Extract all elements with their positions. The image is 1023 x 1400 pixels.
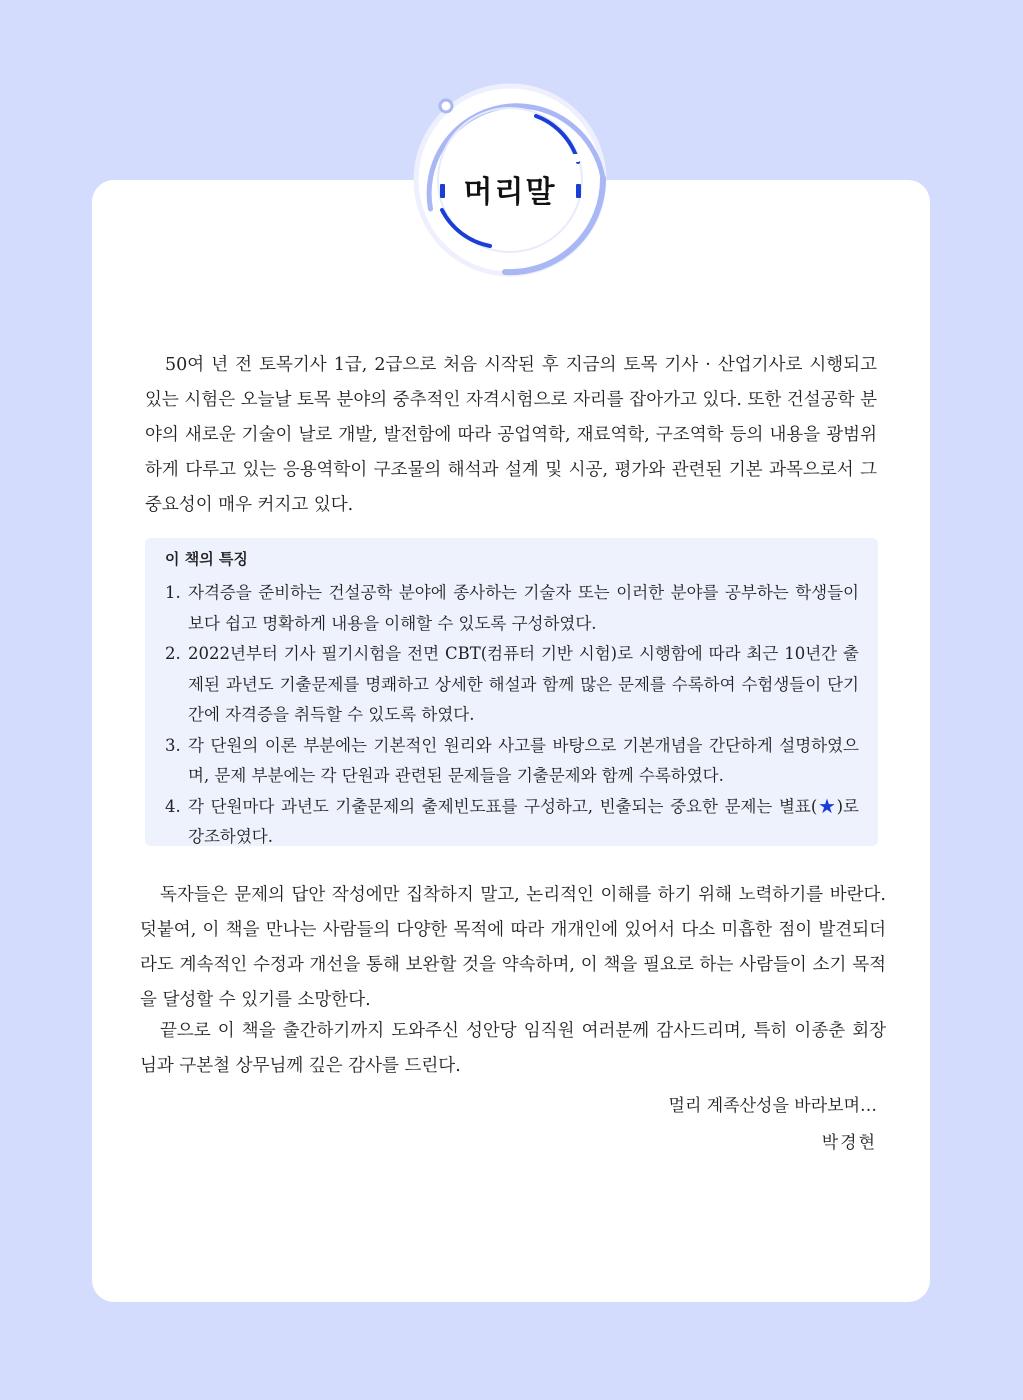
feature-item-4 [165,792,859,853]
closing-paragraph-2: 끝으로 이 책을 출간하기까지 도와주신 성안당 임직원 여러분께 감사드리며, 특히 이종춘 회장님과 구본철 상무님께 깊은 감사를 드린다. [140,1021,886,1076]
feature-number: 4. [165,796,181,816]
feature-text-before: 각 단원마다 과년도 기출문제의 출제빈도표를 구성하고, 빈출되는 중요한 문제는 별표( [188,796,818,816]
intro-paragraph: 50여 년 전 토목기사 1급, 2급으로 처음 시작된 후 지금의 토목 기사 · 산업기사로 시행되고 있는 시험은 오늘날 토목 분야의 중추적인 자격시험으로 자리를 잡아가고 있다. 또한 건설공학 분야의 새로운 기술이 날로 개발, 발전함에 따라 공업역학, 재료역학, 구조역학 등의 내용을 광범위하게 다루고 있는 응용역학이 구조물의 해석과 설계 및 시공, 평가와 관련된 기본 과목으로서 그 중요성이 매우 커지고 있다. [145,355,877,515]
feature-item-3 [165,731,859,792]
feature-item-2 [165,639,859,731]
star-icon: ★ [817,796,837,816]
author-name: 박경현 [821,1133,877,1153]
closing-paragraph-1: 독자들은 문제의 답안 작성에만 집착하지 말고, 논리적인 이해를 하기 위해 노력하기를 바란다. 덧붙여, 이 책을 만나는 사람들의 다양한 목적에 따라 개개인에 있어서 다소 미흡한 점이 발견되더라도 계속적인 수정과 개선을 통해 보완할 것을 약속하며, 이 책을 필요로 하는 사람들이 소기 목적을 달성할 수 있기를 소망한다. [140,885,886,1010]
features-list [165,578,859,853]
title-emblem [410,80,610,280]
feature-number: 1. [165,583,181,602]
feature-text: 각 단원의 이론 부분에는 기본적인 원리와 사고를 바탕으로 기본개념을 간단하게 설명하였으며, 문제 부분에는 각 단원과 관련된 문제들을 기출문제와 함께 수록하였다. [188,735,859,785]
feature-text: 자격증을 준비하는 건설공학 분야에 종사하는 기술자 또는 이러한 분야를 공부하는 학생들이 보다 쉽고 명확하게 내용을 이해할 수 있도록 구성하였다. [188,583,859,633]
feature-number: 2. [165,644,181,663]
page-title: 머리말 [463,175,557,210]
features-box [145,538,878,846]
feature-number: 3. [165,735,181,755]
feature-text: 2022년부터 기사 필기시험을 전면 CBT(컴퓨터 기반 시험)로 시행함에 따라 최근 10년간 출제된 과년도 기출문제를 명쾌하고 상세한 해설과 함께 많은 문제를 수록하여 수험생들이 단기간에 자격증을 취득할 수 있도록 하였다. [188,644,859,724]
feature-item-1 [165,578,859,639]
features-title: 이 책의 특징 [165,550,248,568]
feature-text-after: )로 강조하였다. [188,796,859,846]
signature-line: 멀리 계족산성을 바라보며… [668,1096,877,1116]
